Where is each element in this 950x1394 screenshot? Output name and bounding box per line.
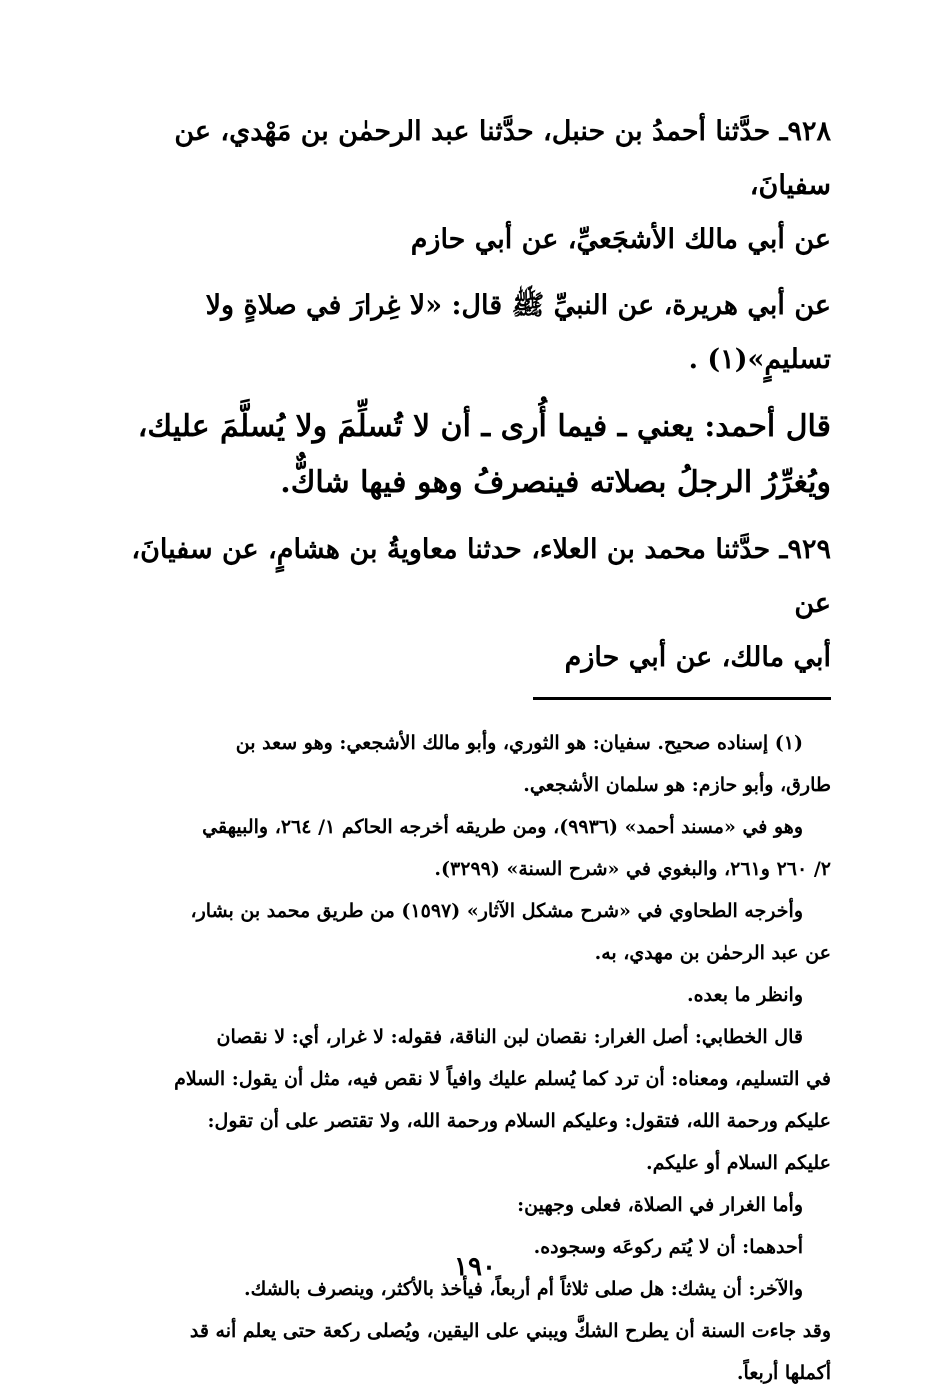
matn-line-2: تسليمٍ»(١) . xyxy=(688,344,831,375)
footnote-3-line-2: عن عبد الرحمٰن بن مهدي، به. xyxy=(594,942,831,964)
hadith-928-matn xyxy=(105,279,831,387)
matn-line-1: عن أبي هريرة، عن النبيِّ ﷺ قال: «لا غِرارَ في صلاةٍ ولا xyxy=(205,290,831,321)
hadith-928-line-2: عن أبي مالك الأشجَعيِّ، عن أبي حازم xyxy=(410,224,831,255)
footnote-3-line-1: وأخرجه الطحاوي في «شرح مشكل الآثار» (١٥٩٧) من طريق محمد بن بشار، xyxy=(190,900,803,922)
ahmad-commentary xyxy=(105,399,831,511)
footnotes xyxy=(105,722,831,1394)
footnote-2-line-1: وهو في «مسند أحمد» (٩٩٣٦)، ومن طريقه أخرجه الحاكم ١/ ٢٦٤، والبيهقي xyxy=(202,816,803,838)
footnote-divider xyxy=(533,697,831,700)
footnote-5-line-4: عليكم السلام أو عليكم. xyxy=(645,1152,831,1174)
ahmad-line-2: ويُغرِّرُ الرجلُ بصلاته فينصرفُ وهو فيها شاكٌّ. xyxy=(280,465,831,500)
footnote-7: أحدهما: أن لا يُتم ركوعَه وسجوده. xyxy=(533,1236,803,1258)
book-page xyxy=(105,105,831,1384)
footnote-1-line-1: (١) إسناده صحيح. سفيان: هو الثوري، وأبو مالك الأشجعي: وهو سعد بن xyxy=(235,732,803,754)
footnote-8: والآخر: أن يشك: هل صلى ثلاثاً أم أربعاً، فيأخذ بالأكثر، وينصرف بالشك. xyxy=(244,1278,803,1300)
hadith-929 xyxy=(105,523,831,685)
footnote-5-line-1: قال الخطابي: أصل الغرار: نقصان لبن الناقة، فقوله: لا غرار، أي: لا نقصان xyxy=(216,1026,803,1048)
main-text xyxy=(105,105,831,685)
footnote-2-line-2: ٢/ ٢٦٠ و٢٦١، والبغوي في «شرح السنة» (٣٢٩٩). xyxy=(434,858,831,880)
hadith-928 xyxy=(105,105,831,267)
hadith-929-line-1: ٩٢٩ـ حدَّثنا محمد بن العلاء، حدثنا معاويةُ بن هشامٍ، عن سفيانَ، عن xyxy=(131,534,831,619)
footnote-1-line-2: طارق، وأبو حازم: هو سلمان الأشجعي. xyxy=(523,774,831,796)
footnote-5-line-2: في التسليم، ومعناه: أن ترد كما يُسلم عليك وافياً لا نقص فيه، مثل أن يقول: السلام xyxy=(174,1068,831,1090)
hadith-928-line-1: ٩٢٨ـ حدَّثنا أحمدُ بن حنبل، حدَّثنا عبد الرحمٰن بن مَهْدي، عن سفيانَ، xyxy=(174,116,831,201)
footnote-9-line-2: أكملها أربعاً. xyxy=(736,1362,831,1384)
page-number: ١٩٠ xyxy=(454,1252,496,1282)
footnote-6: وأما الغرار في الصلاة، فعلى وجهين: xyxy=(517,1194,803,1216)
footnote-4: وانظر ما بعده. xyxy=(686,984,803,1006)
footnote-5-line-3: عليكم ورحمة الله، فتقول: وعليكم السلام ورحمة الله، ولا تقتصر على أن تقول: xyxy=(207,1110,831,1132)
ahmad-line-1: قال أحمد: يعني ـ فيما أُرى ـ أن لا تُسلِّمَ ولا يُسلَّمَ عليك، xyxy=(137,409,831,444)
hadith-929-line-2: أبي مالك، عن أبي حازم xyxy=(564,642,831,673)
footnote-9-line-1: وقد جاءت السنة أن يطرح الشكَّ ويبني على اليقين، ويُصلى ركعة حتى يعلم أنه قد xyxy=(189,1320,831,1342)
